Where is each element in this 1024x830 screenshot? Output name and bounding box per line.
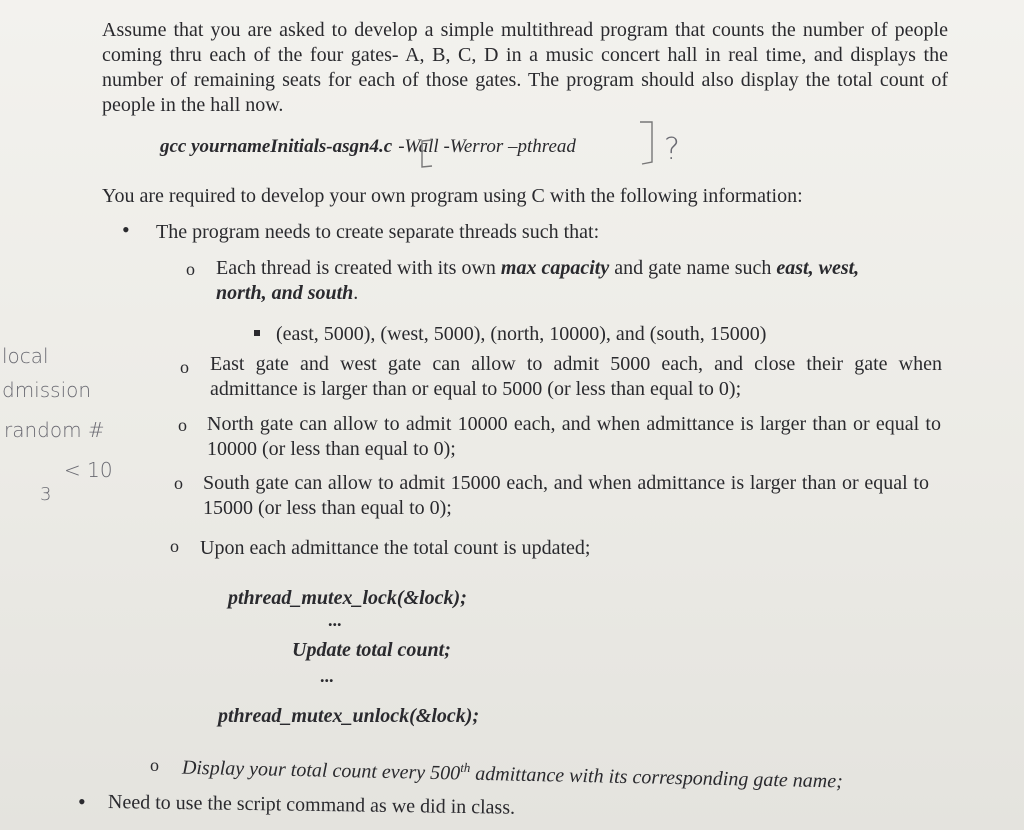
capacities-list: (east, 5000), (west, 5000), (north, 10000), and (south, 15000) <box>276 323 767 345</box>
circle-bullet: o <box>174 473 183 493</box>
compile-command <box>160 135 576 159</box>
code-dots-2: ... <box>320 666 334 686</box>
bullet-dot: • <box>78 789 86 814</box>
margin-note-local: local <box>2 344 49 368</box>
handwritten-question-mark: ? <box>664 132 680 167</box>
required-line: You are required to develop your own program using C with the following information: <box>102 185 803 207</box>
sub-north: North gate can allow to admit 10000 each, and when admittance is larger than or equal to 10000 (or less than equal to 0); <box>207 413 941 460</box>
sub1-gates-a: east, west, <box>776 257 860 279</box>
sub6-text-a: Display your total count every 500 <box>181 756 461 785</box>
sub-thread-capacity-line2 <box>216 281 358 305</box>
sub6-superscript: th <box>460 759 471 776</box>
margin-note-less-than-10: < 10 <box>64 458 113 482</box>
sub-south: South gate can allow to admit 15000 each, and when admittance is larger than or equal to 15000 (or less than equal to 0); <box>203 472 929 519</box>
circle-bullet: o <box>150 755 159 775</box>
compile-flags: -Wall -Werror –pthread <box>398 136 576 157</box>
circle-bullet: o <box>178 415 187 435</box>
sub-east-west: East gate and west gate can allow to admit 5000 each, and close their gate when admittance is larger than or equal to 5000 (or less than equal to 0); <box>210 353 942 400</box>
code-update: Update total count; <box>292 639 451 661</box>
sub1-max-capacity: max capacity <box>500 257 610 279</box>
sub1-text-c: and gate name such <box>609 257 777 279</box>
circle-bullet: o <box>180 357 189 377</box>
sub-display-every-500 <box>182 750 843 793</box>
bullet-script-command: Need to use the script command as we did in class. <box>107 791 516 819</box>
sub-total-count: Upon each admittance the total count is updated; <box>200 537 591 559</box>
bullet-dot: • <box>122 217 130 242</box>
sub6-text-b: admittance with its corresponding gate name; <box>470 762 843 793</box>
sub1-period: . <box>353 282 359 304</box>
margin-note-random: random # <box>4 418 105 442</box>
code-lock: pthread_mutex_lock(&lock); <box>228 587 467 609</box>
intro-paragraph: Assume that you are asked to develop a simple multithread program that counts the number of people coming thru each of the four gates- A, B, C, D in a music concert hall in real time, and displays the number of remaining seats for each of those gates. The program should also display the total count of people in the hall now. <box>102 19 948 116</box>
code-unlock: pthread_mutex_unlock(&lock); <box>218 705 480 727</box>
compile-file: gcc yournameInitials-asgn4.c <box>160 136 393 157</box>
sub-thread-capacity <box>216 256 946 280</box>
margin-note-3: 3 <box>40 484 52 505</box>
square-bullet <box>254 330 260 336</box>
circle-bullet: o <box>170 536 179 556</box>
margin-note-admission: dmission <box>2 378 92 402</box>
code-dots-1: ... <box>328 610 342 630</box>
sub1-text-a: Each thread is created with its own <box>216 257 501 279</box>
bullet-threads: The program needs to create separate threads such that: <box>156 221 600 243</box>
circle-bullet: o <box>186 259 195 279</box>
handwritten-close-bracket <box>640 122 652 164</box>
sub1-gates-b: north, and south <box>216 282 354 304</box>
